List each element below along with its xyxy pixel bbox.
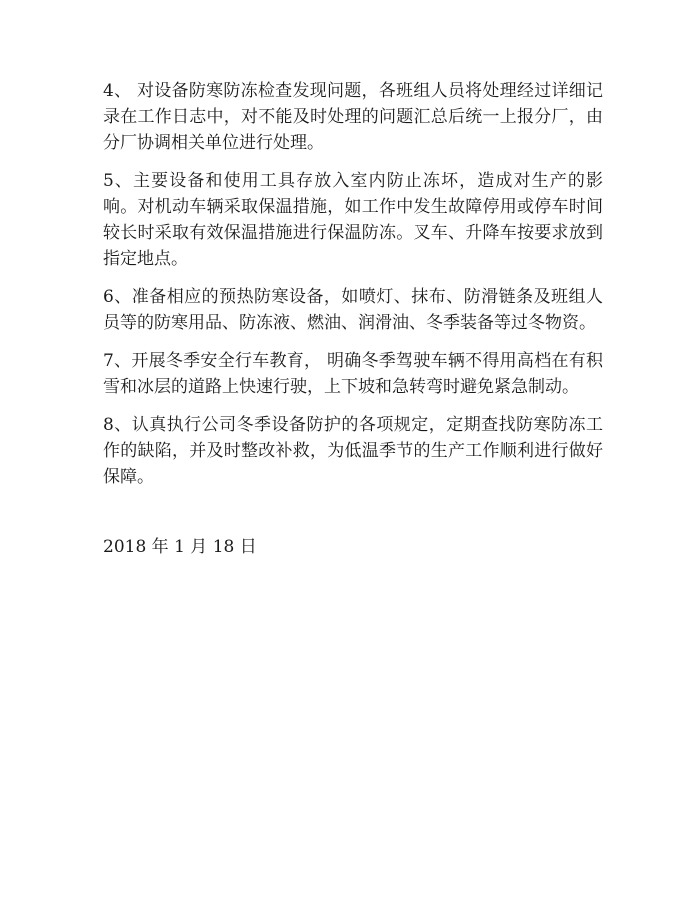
paragraph-item-6: 6、准备相应的预热防寒设备，如喷灯、抹布、防滑链条及班组人员等的防寒用品、防冻液、燃油、润滑油、冬季装备等过冬物资。 [103,287,603,333]
document-body [103,78,603,560]
paragraph-item-4: 4、 对设备防寒防冻检查发现问题，各班组人员将处理经过详细记录在工作日志中，对不能及时处理的问题汇总后统一上报分厂，由分厂协调相关单位进行处理。 [103,81,603,153]
paragraph-item-5: 5、主要设备和使用工具存放入室内防止冻坏，造成对生产的影响。对机动车辆采取保温措施，如工作中发生故障停用或停车时间较长时采取有效保温措施进行保温防冻。叉车、升降车按要求放到指定地点。 [103,171,603,269]
paragraph-item-8: 8、认真执行公司冬季设备防护的各项规定，定期查找防寒防冻工作的缺陷，并及时整改补救，为低温季节的生产工作顺利进行做好保障。 [103,415,603,487]
document-date: 2018 年 1 月 18 日 [103,537,257,557]
paragraph-item-7: 7、开展冬季安全行车教育， 明确冬季驾驶车辆不得用高档在有积雪和冰层的道路上快速行驶，上下坡和急转弯时避免紧急制动。 [103,351,603,397]
